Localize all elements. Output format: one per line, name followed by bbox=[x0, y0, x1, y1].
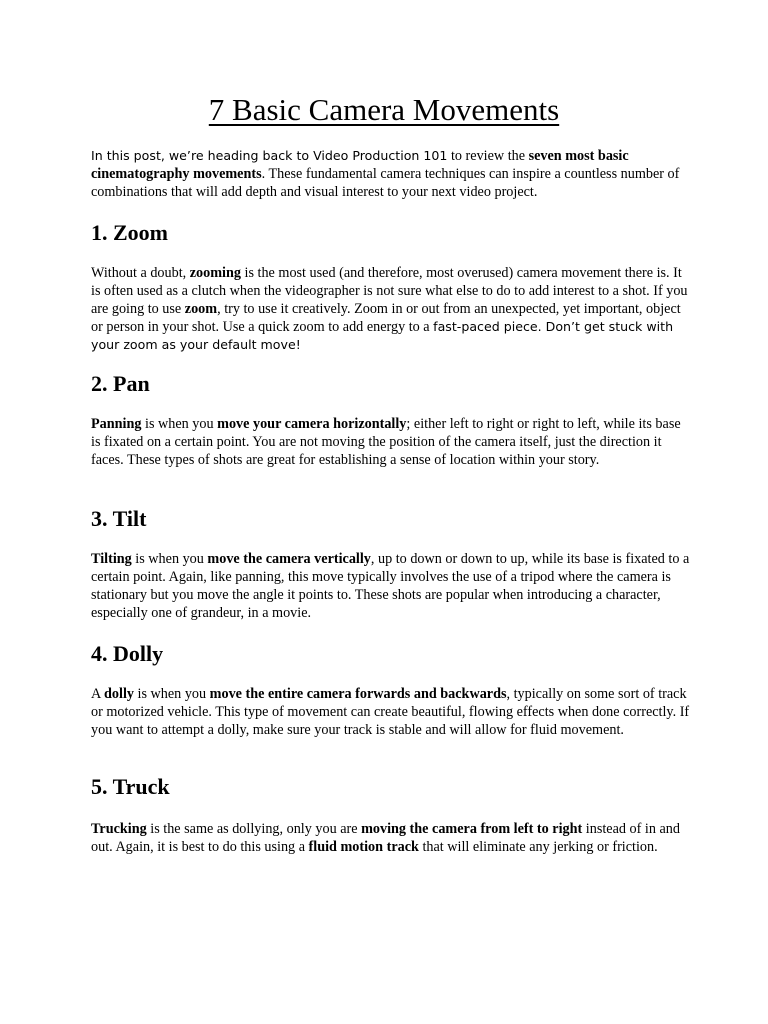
body-text: Without a doubt, bbox=[91, 265, 190, 281]
body-emphasis: Trucking bbox=[91, 821, 147, 837]
body-emphasis: zoom bbox=[184, 301, 218, 317]
intro-text: In this post, we’re heading back to Video Production 101 bbox=[91, 148, 448, 163]
body-emphasis: move your camera horizontally bbox=[217, 416, 407, 432]
body-emphasis: Panning bbox=[91, 416, 142, 432]
intro-emphasis: seven most basic cinematography movements bbox=[91, 148, 629, 182]
section-heading-pan: 2. Pan bbox=[91, 371, 150, 396]
section-heading-truck: 5. Truck bbox=[91, 774, 170, 799]
intro-paragraph bbox=[91, 147, 691, 201]
intro-text: to review the bbox=[447, 148, 529, 164]
body-emphasis: move the entire camera forwards and backwards bbox=[209, 686, 507, 702]
body-text: instead of in and out. Again, it is best to do this using a bbox=[91, 821, 680, 855]
section-body-pan bbox=[91, 415, 691, 469]
body-text: is when you bbox=[141, 416, 218, 432]
body-text: , typically on some sort of track or motorized vehicle. This type of movement can create beautiful, flowing effects when done correctly. If you want to attempt a dolly, make sure your track is stable and will allow for fluid movement. bbox=[91, 686, 690, 738]
body-emphasis: dolly bbox=[104, 686, 134, 702]
body-text: ; either left to right or right to left, while its base is fixated on a certain point. You are not moving the position of the camera itself, just the direction it faces. These types of shots are great for establishing a sense of location within your story. bbox=[91, 416, 681, 468]
body-text: is when you bbox=[133, 686, 210, 702]
section-body-truck bbox=[91, 820, 691, 856]
body-text: that will eliminate any jerking or friction. bbox=[418, 839, 658, 855]
section-heading-zoom: 1. Zoom bbox=[91, 220, 168, 245]
intro-text: . These fundamental camera techniques can inspire a countless number of combinations that will add depth and visual interest to your next video project. bbox=[91, 166, 680, 200]
section-body-dolly bbox=[91, 685, 691, 739]
page-title: 7 Basic Camera Movements bbox=[208, 92, 560, 127]
section-body-tilt bbox=[91, 550, 691, 622]
body-emphasis: fluid motion track bbox=[308, 839, 419, 855]
body-text: is the most used (and therefore, most overused) camera movement there is. It is often used as a clutch when the videographer is not sure what else to do to add interest to a shot. If you are going to use bbox=[91, 265, 688, 317]
section-body-zoom bbox=[91, 264, 691, 354]
body-text: is the same as dollying, only you are bbox=[146, 821, 362, 837]
body-emphasis: move the camera vertically bbox=[207, 551, 371, 567]
body-text: is when you bbox=[131, 551, 208, 567]
body-text: A bbox=[91, 686, 105, 702]
body-text: , try to use it creatively. Zoom in or out from an unexpected, yet important, object or person in your shot. Use a quick zoom to add energy to a bbox=[91, 301, 681, 335]
body-text: , up to down or down to up, while its base is fixated to a certain point. Again, like panning, this move typically involves the use of a tripod where the camera is stationary but you move the angle it points to. These shots are popular when introducing a character, especially one of grandeur, in a movie. bbox=[91, 551, 690, 621]
section-heading-dolly: 4. Dolly bbox=[91, 641, 164, 666]
body-emphasis: Tilting bbox=[91, 551, 132, 567]
section-heading-tilt: 3. Tilt bbox=[91, 506, 147, 531]
body-emphasis: zooming bbox=[189, 265, 241, 281]
body-text: fast-paced piece. Don’t get stuck with your zoom as your default move! bbox=[91, 319, 674, 352]
body-emphasis: moving the camera from left to right bbox=[361, 821, 583, 837]
